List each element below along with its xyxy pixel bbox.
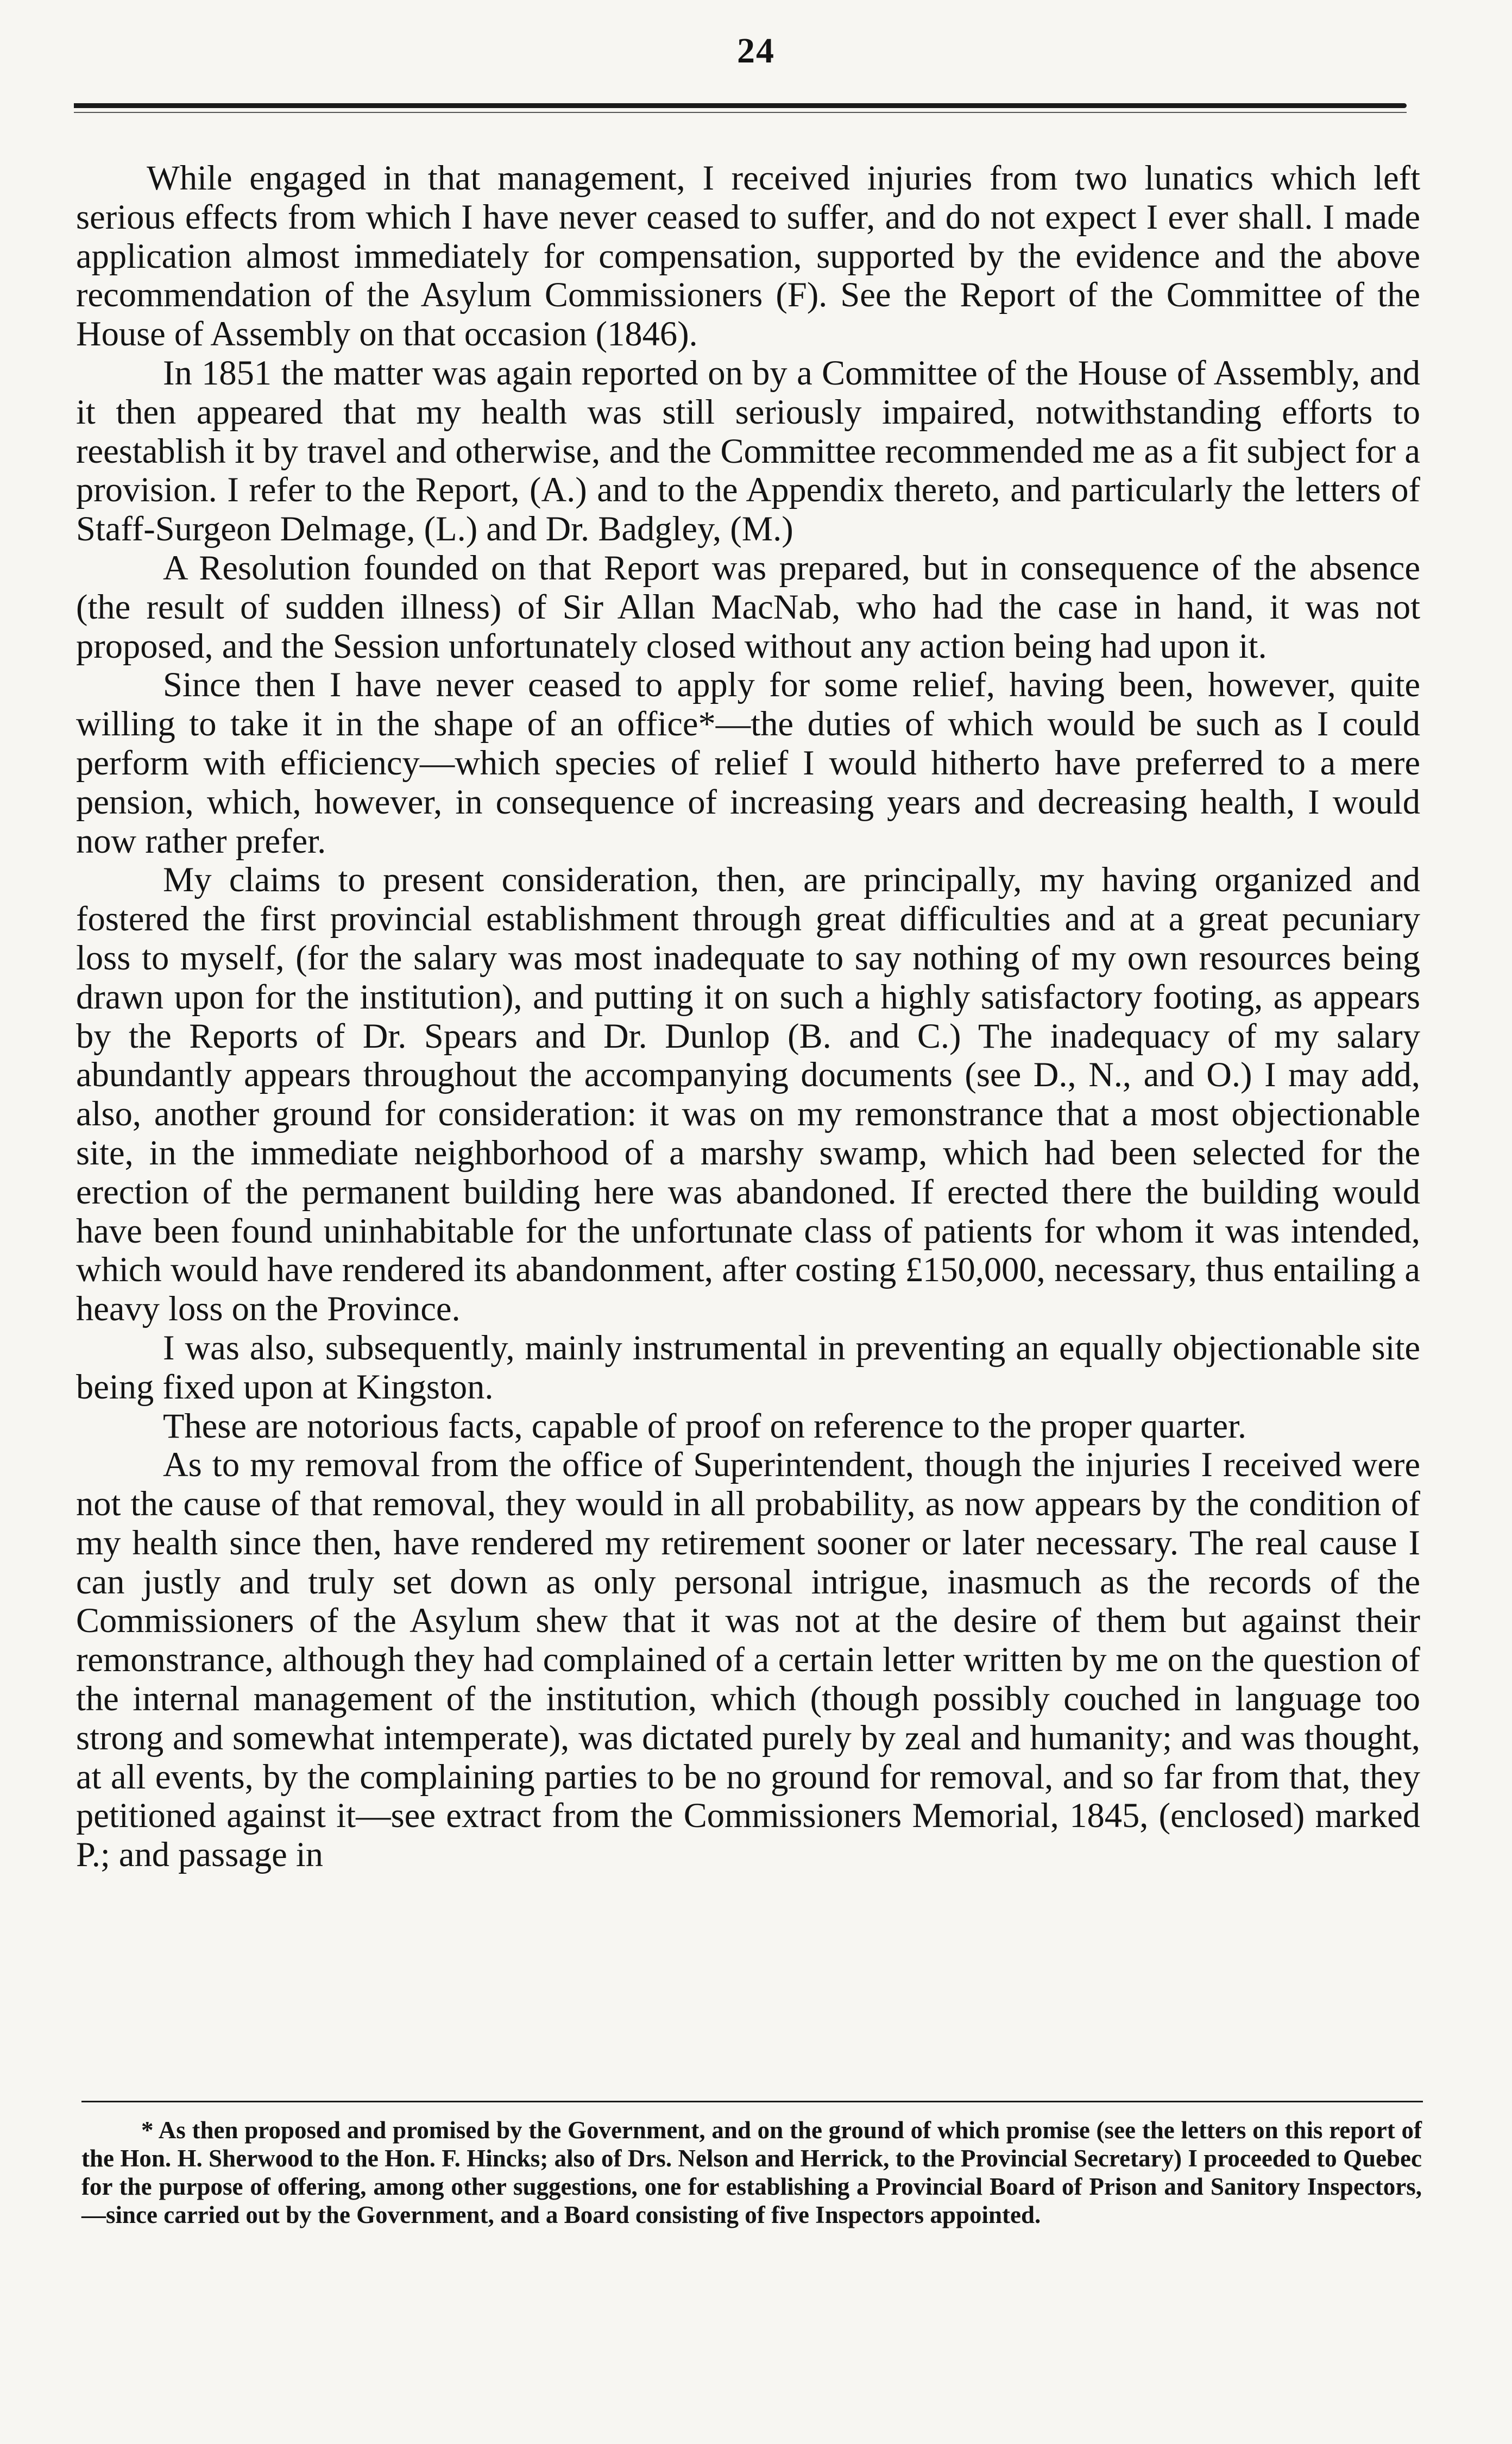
paragraph-resolution: A Resolution founded on that Report was prepared, but in consequence of the absence (the result of sudden illness) of Sir Allan MacNab, who had the case in hand, it was not proposed, and the Session unfortunately closed without any action being had upon it. — [76, 548, 1420, 665]
footnote-rule — [81, 2101, 1423, 2102]
paragraph-claims: My claims to present consideration, then, are principally, my having organized and fostered the first provincial establishment through great difficulties and at a great pecuniary loss to myself, (for the salary was most inadequate to say nothing of my own resources being drawn upon for the institution), and putting it on such a highly satisfactory footing, as appears by the Reports of Dr. Spears and Dr. Dunlop (B. and C.) The inadequacy of my salary abundantly appears throughout the accompanying documents (see D., N., and O.) I may add, also, another ground for consideration: it was on my remonstrance that a most objectionable site, in the immediate neighborhood of a marshy swamp, which had been selected for the erection of the permanent building here was abandoned. If erected there the building would have been found uninhabitable for the unfortunate class of patients for whom it was intended, which would have rendered its abandonment, after costing £150,000, necessary, thus entailing a heavy loss on the Province. — [76, 860, 1420, 1328]
paragraph-kingston: I was also, subsequently, mainly instrumental in preventing an equally objectionable site being fixed upon at Kingston. — [76, 1328, 1420, 1406]
paragraph-removal: As to my removal from the office of Superintendent, though the injuries I received were not the cause of that removal, they would in all probability, as now appears by the condition of my health since then, have rendered my retirement sooner or later necessary. The real cause I can justly and truly set down as only personal intrigue, inasmuch as the records of the Commissioners of the Asylum shew that it was not at the desire of them but against their remonstrance, although they had complained of a certain letter written by me on the question of the internal management of the institution, which (though possibly couched in language too strong and somewhat intemperate), was dictated purely by zeal and humanity; and was thought, at all events, by the complaining parties to be no ground for removal, and so far from that, they petitioned against it—see extract from the Commissioners Memorial, 1845, (enclosed) marked P.; and passage in — [76, 1445, 1420, 1874]
page-number: 24 — [737, 31, 775, 71]
header-rule-thin — [74, 112, 1407, 113]
footnote — [81, 2116, 1422, 2229]
footnote-text: * As then proposed and promised by the Government, and on the ground of which promise (see the letters on this report of the Hon. H. Sherwood to the Hon. F. Hincks; also of Drs. Nelson and Herrick, to the Provincial Secretary) I proceeded to Quebec for the purpose of offering, among other suggestions, one for establishing a Provincial Board of Prison and Sanitory Inspectors,—since carried out by the Government, and a Board consisting of five Inspectors appointed. — [81, 2117, 1422, 2228]
body-text — [76, 159, 1420, 1874]
paragraph-relief: Since then I have never ceased to apply for some relief, having been, however, quite willing to take it in the shape of an office*—the duties of which would be such as I could perform with efficiency—which species of relief I would hitherto have preferred to a mere pension, which, however, in consequence of increasing years and decreasing health, I would now rather prefer. — [76, 665, 1420, 860]
paragraph-notorious-facts: These are notorious facts, capable of proof on reference to the proper quarter. — [163, 1406, 1246, 1445]
paragraph-committee-1851: In 1851 the matter was again reported on by a Committee of the House of Assembly, and it then appeared that my health was still seriously impaired, notwithstanding efforts to reestablish it by travel and otherwise, and the Committee recommended me as a fit subject for a provision. I refer to the Report, (A.) and to the Appendix thereto, and particularly the letters of Staff-Surgeon Delmage, (L.) and Dr. Badgley, (M.) — [76, 353, 1420, 549]
header-rule — [74, 103, 1407, 108]
paragraph-injuries: While engaged in that management, I received injuries from two lunatics which left serious effects from which I have never ceased to suffer, and do not expect I ever shall. I made application almost immediately for compensation, supported by the evidence and the above recommendation of the Asylum Commissioners (F). See the Report of the Committee of the House of Assembly on that occasion (1846). — [76, 159, 1420, 354]
